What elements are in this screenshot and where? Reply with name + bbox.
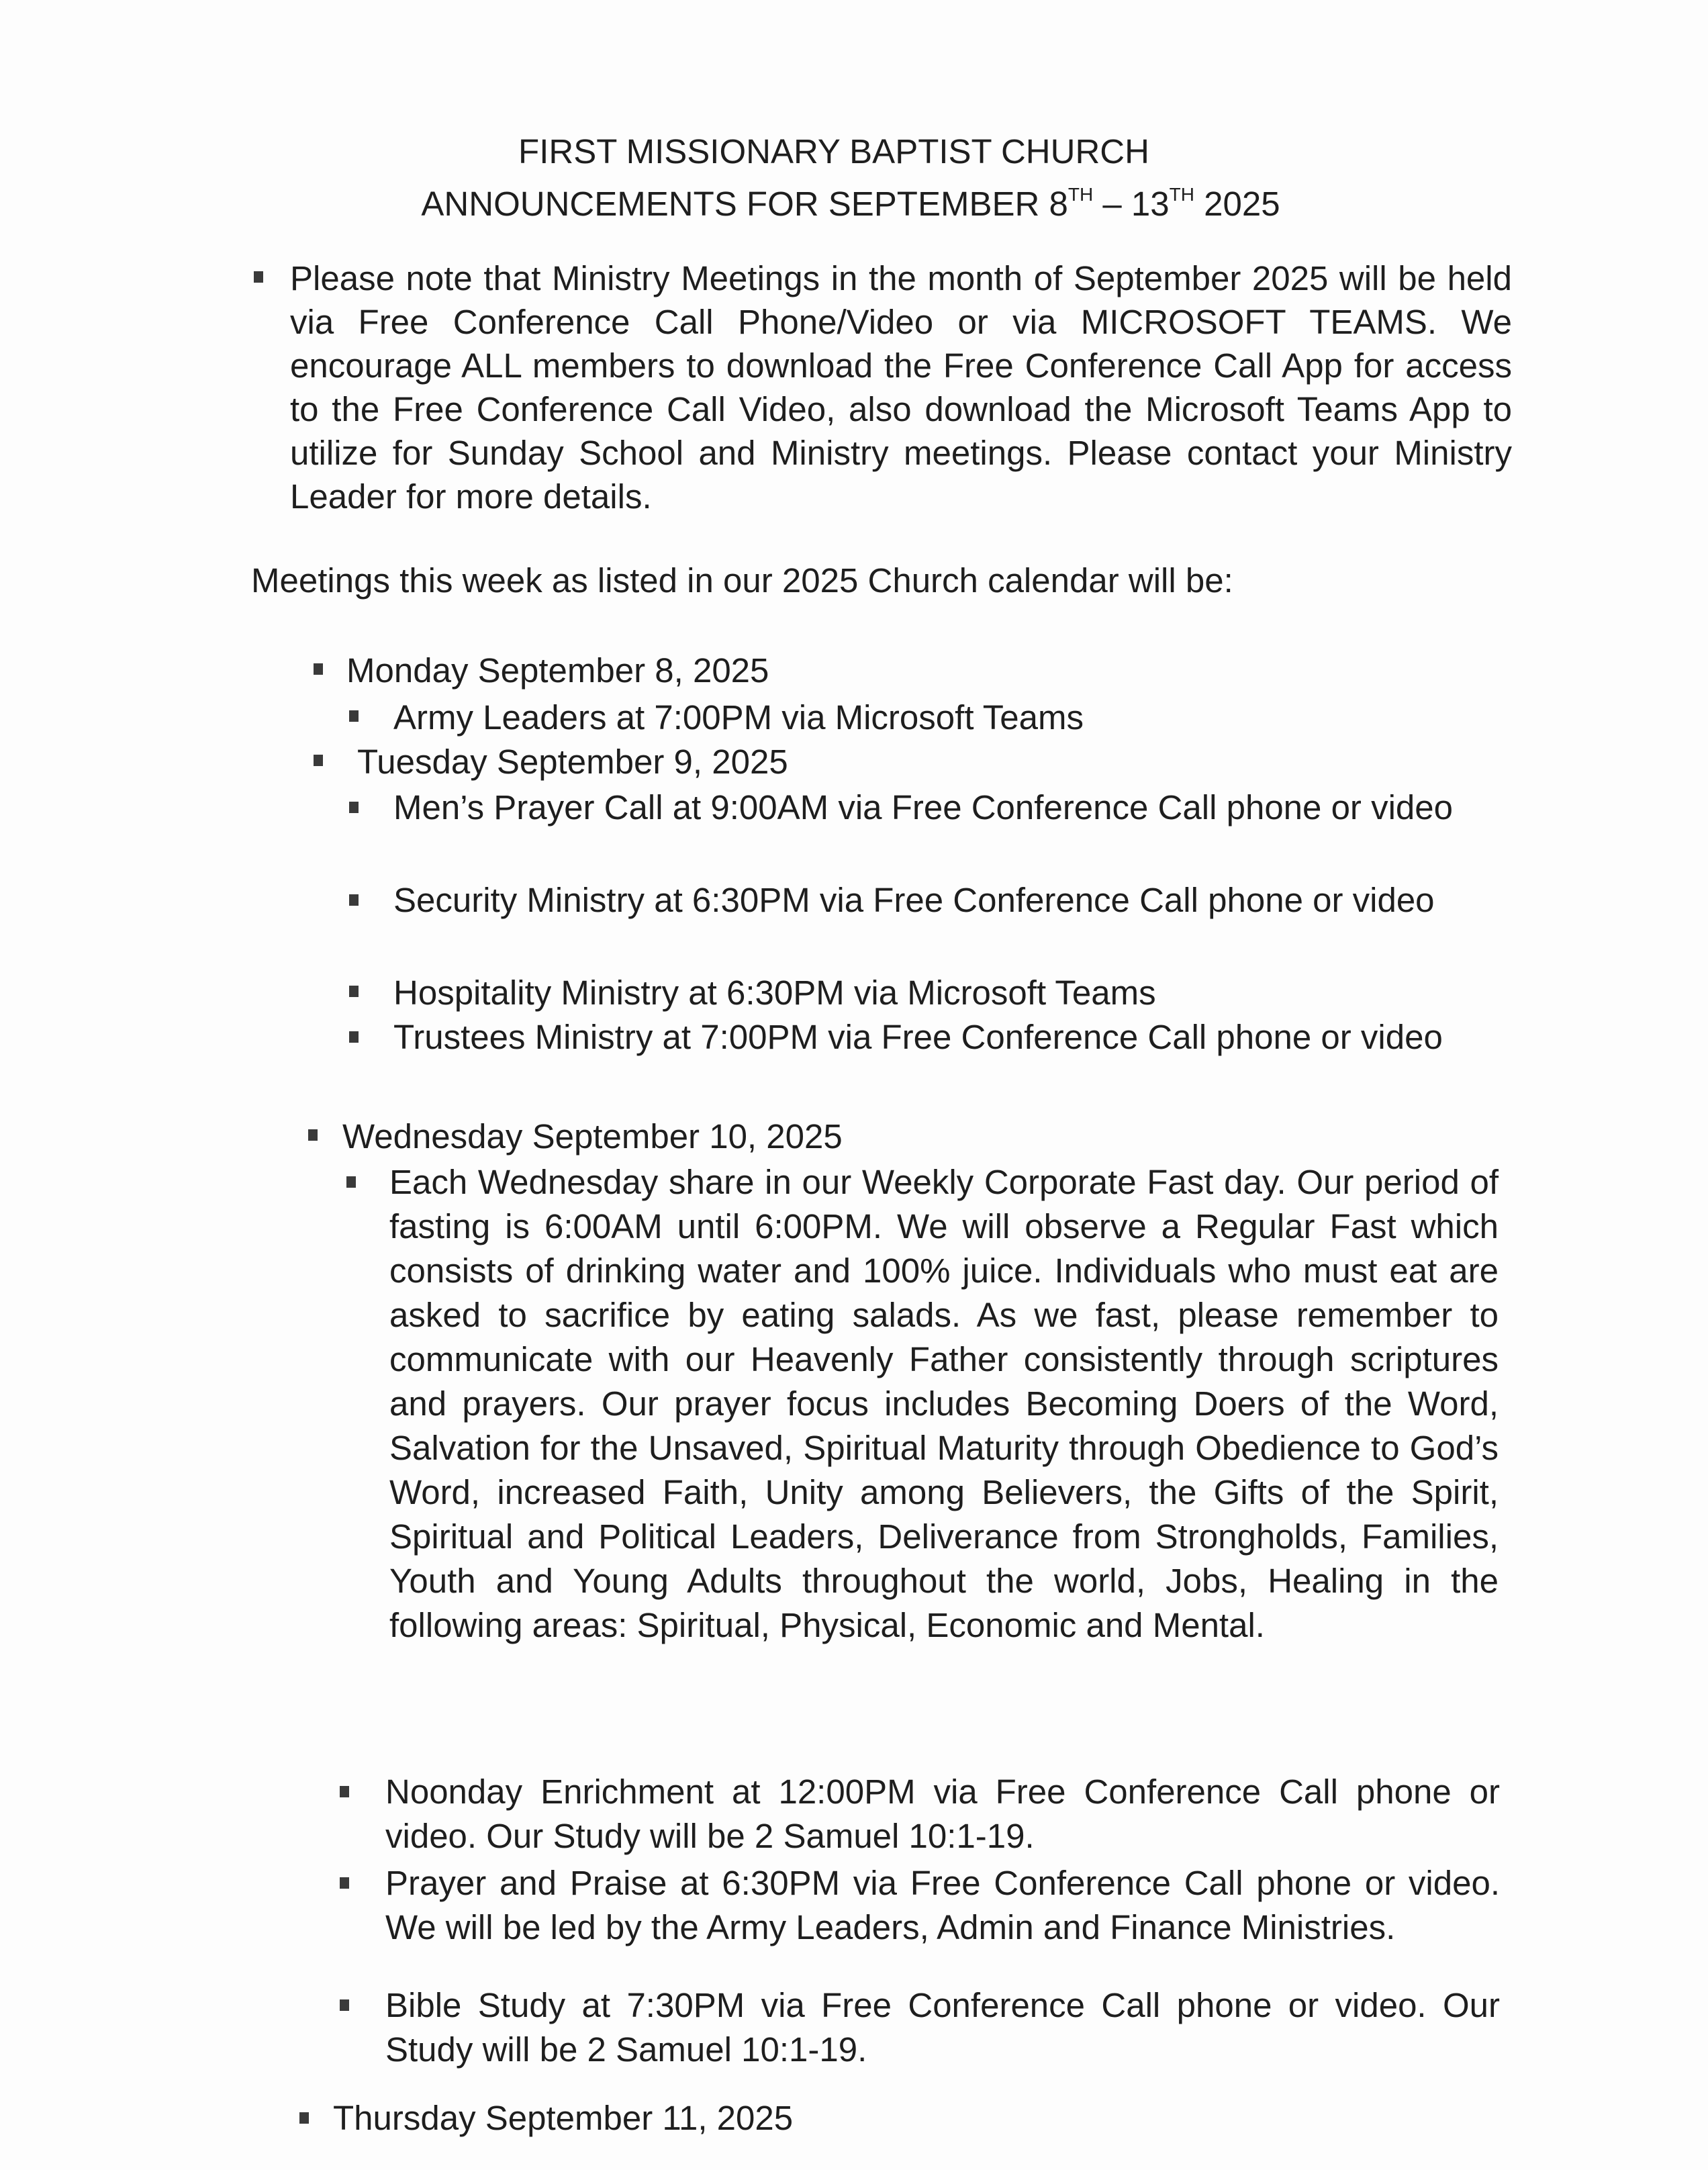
bullet-icon bbox=[340, 1877, 349, 1889]
announcements-subtitle: ANNOUNCEMENTS FOR SEPTEMBER 8TH – 13TH 2025 bbox=[421, 184, 1280, 223]
meeting-item: Bible Study at 7:30PM via Free Conference Call phone or video. Our Study will be 2 Samuel 10:1-19. bbox=[385, 1986, 1500, 2069]
meeting-item: Security Ministry at 6:30PM via Free Conference Call phone or video bbox=[393, 881, 1435, 919]
meeting-item: Prayer and Praise at 6:30PM via Free Conference Call phone or video. We will be led by the Army Leaders, Admin and Finance Ministries. bbox=[385, 1864, 1500, 1946]
bullet-icon bbox=[308, 1129, 318, 1141]
bullet-icon bbox=[349, 802, 359, 813]
intro-note-paragraph: Please note that Ministry Meetings in the month of September 2025 will be held via Free Conference Call Phone/Video or via MICROSOFT TEAMS. We encourage ALL members to download the Free Conference Call App for access to the Free Conference Call Video, also download the Microsoft Teams App to utilize for Sunday School and Ministry meetings. Please contact your Ministry Leader for more details. bbox=[290, 259, 1512, 516]
bullet-icon bbox=[314, 663, 323, 675]
corporate-fast-paragraph: Each Wednesday share in our Weekly Corporate Fast day. Our period of fasting is 6:00AM until 6:00PM. We will observe a Regular Fast which consists of drinking water and 100% juice. Individuals who must eat are asked to sacrifice by eating salads. As we fast, please remember to communicate with our Heavenly Father consistently through scriptures and prayers. Our prayer focus includes Becoming Doers of the Word, Salvation for the Unsaved, Spiritual Maturity through Obedience to God’s Word, increased Faith, Unity among Believers, the Gifts of the Spirit, Spiritual and Political Leaders, Deliverance from Strongholds, Families, Youth and Young Adults throughout the world, Jobs, Healing in the following areas: Spiritual, Physical, Economic and Mental. bbox=[389, 1163, 1499, 1644]
bullet-icon bbox=[340, 1999, 349, 2011]
meeting-item: Men’s Prayer Call at 9:00AM via Free Conference Call phone or video bbox=[393, 788, 1454, 827]
bullet-icon bbox=[254, 271, 263, 283]
bullet-icon bbox=[346, 1176, 356, 1188]
meeting-item: Army Leaders at 7:00PM via Microsoft Teams bbox=[393, 698, 1084, 737]
bullet-icon bbox=[299, 2112, 309, 2124]
day-heading-wednesday: Wednesday September 10, 2025 bbox=[342, 1117, 843, 1155]
day-heading-monday: Monday September 8, 2025 bbox=[346, 651, 769, 690]
meeting-item: Trustees Ministry at 7:00PM via Free Conference Call phone or video bbox=[393, 1018, 1443, 1056]
meeting-item: Noonday Enrichment at 12:00PM via Free Conference Call phone or video. Our Study will be 2 Samuel 10:1-19. bbox=[385, 1773, 1500, 1855]
day-heading-tuesday: Tuesday September 9, 2025 bbox=[357, 743, 788, 781]
bullet-icon bbox=[349, 894, 359, 906]
bullet-icon bbox=[340, 1786, 349, 1797]
bullet-icon bbox=[349, 986, 359, 997]
day-heading-thursday: Thursday September 11, 2025 bbox=[333, 2099, 794, 2137]
meetings-intro-text: Meetings this week as listed in our 2025 Church calendar will be: bbox=[251, 561, 1233, 600]
meeting-item: Hospitality Ministry at 6:30PM via Microsoft Teams bbox=[393, 974, 1156, 1012]
bullet-icon bbox=[314, 755, 323, 766]
bullet-icon bbox=[349, 710, 359, 722]
church-name-title: FIRST MISSIONARY BAPTIST CHURCH bbox=[518, 132, 1149, 171]
bullet-icon bbox=[349, 1031, 359, 1043]
